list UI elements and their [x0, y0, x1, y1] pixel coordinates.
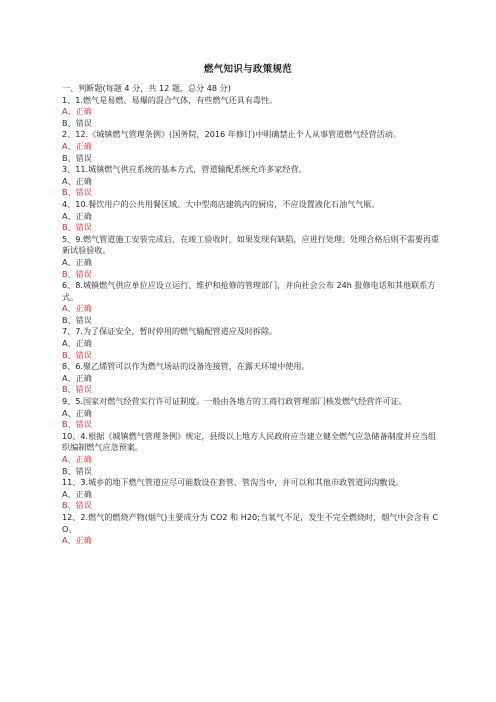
option-b: B、错误	[62, 384, 92, 395]
question-text: 5、9.燃气管道施工安装完成后，在竣工验收时，如果发现有缺陷，应进行处理；处理合格后则不需要再重新试验验收。	[62, 233, 440, 256]
question-text: 2、12.《城镇燃气管理条例》(国务院，2016 年修订)中明确禁止个人从事管道燃气经营活动。	[62, 129, 401, 140]
option-b: B、错误	[62, 268, 92, 279]
question-text: 12、2.燃气的燃烧产物(烟气)主要成分为 CO2 和 H20;当氧气不足，发生不完全燃烧时，烟气中会含有 CO。	[62, 511, 439, 534]
document-body	[62, 82, 440, 547]
question-text: 10、4.根据《城镇燃气管理条例》规定，县级以上地方人民政府应当建立健全燃气应急储备制度并应当组织编制燃气应急预案。	[62, 430, 437, 453]
question-list	[62, 95, 440, 547]
option-b: B、错误	[62, 187, 92, 198]
option-a: A、正确	[62, 140, 92, 151]
question-text: 7、7.为了保证安全，暂时停用的燃气输配管道应及时拆除。	[62, 326, 278, 337]
document-title: 燃气知识与政策规范	[203, 64, 293, 75]
option-a: A、正确	[62, 454, 92, 464]
option-a: A、正确	[62, 106, 92, 117]
option-b: B、错误	[62, 314, 92, 325]
option-b: B、错误	[62, 222, 92, 233]
option-a: A、正确	[62, 256, 92, 267]
question-text: 9、5.国家对燃气经营实行许可证制度。一般由各地方的工商行政管理部门核发燃气经营许可证。	[62, 396, 407, 407]
option-b: B、错误	[62, 419, 92, 430]
option-a: A、正确	[62, 210, 92, 221]
option-a: A、正确	[62, 303, 92, 314]
option-a: A、正确	[62, 372, 92, 383]
question-text: 3、11.城镇燃气供应系统的基本方式，管道输配系统允许多家经营。	[62, 164, 307, 175]
option-a: A、正确	[62, 488, 92, 499]
option-a: A、正确	[62, 535, 92, 546]
option-b: B、错误	[62, 349, 92, 360]
option-b: B、错误	[62, 152, 92, 163]
question-text: 6、8.城镇燃气供应单位应设立运行、维护和抢修的管理部门，并向社会公布 24h 报修电话和其他联系方式。	[62, 280, 436, 302]
question-text: 8、6.聚乙烯管可以作为燃气场站的设备连接管，在露天环境中使用。	[62, 361, 310, 372]
option-b: B、错误	[62, 465, 92, 476]
option-b: B、错误	[62, 500, 92, 511]
question-text: 11、3.城乡的地下燃气管道应尽可能数设在套管、管沟当中，并可以和其他市政管道同沟敷设。	[62, 477, 404, 488]
question-text: 1、1.燃气是易燃、易爆的混合气体，有些燃气还具有毒性。	[62, 94, 278, 105]
option-a: A、正确	[62, 175, 92, 186]
option-b: B、错误	[62, 117, 92, 128]
option-a: A、正确	[62, 338, 92, 349]
section-header: 一、判断题(每题 4 分，共 12 题，总分 48 分)	[62, 83, 231, 93]
option-a: A、正确	[62, 407, 92, 418]
question-text: 4、10.餐饮用户的公共用餐区域、大中型商店建筑内的厨房，不应设置液化石油气气瓶。	[62, 198, 380, 209]
